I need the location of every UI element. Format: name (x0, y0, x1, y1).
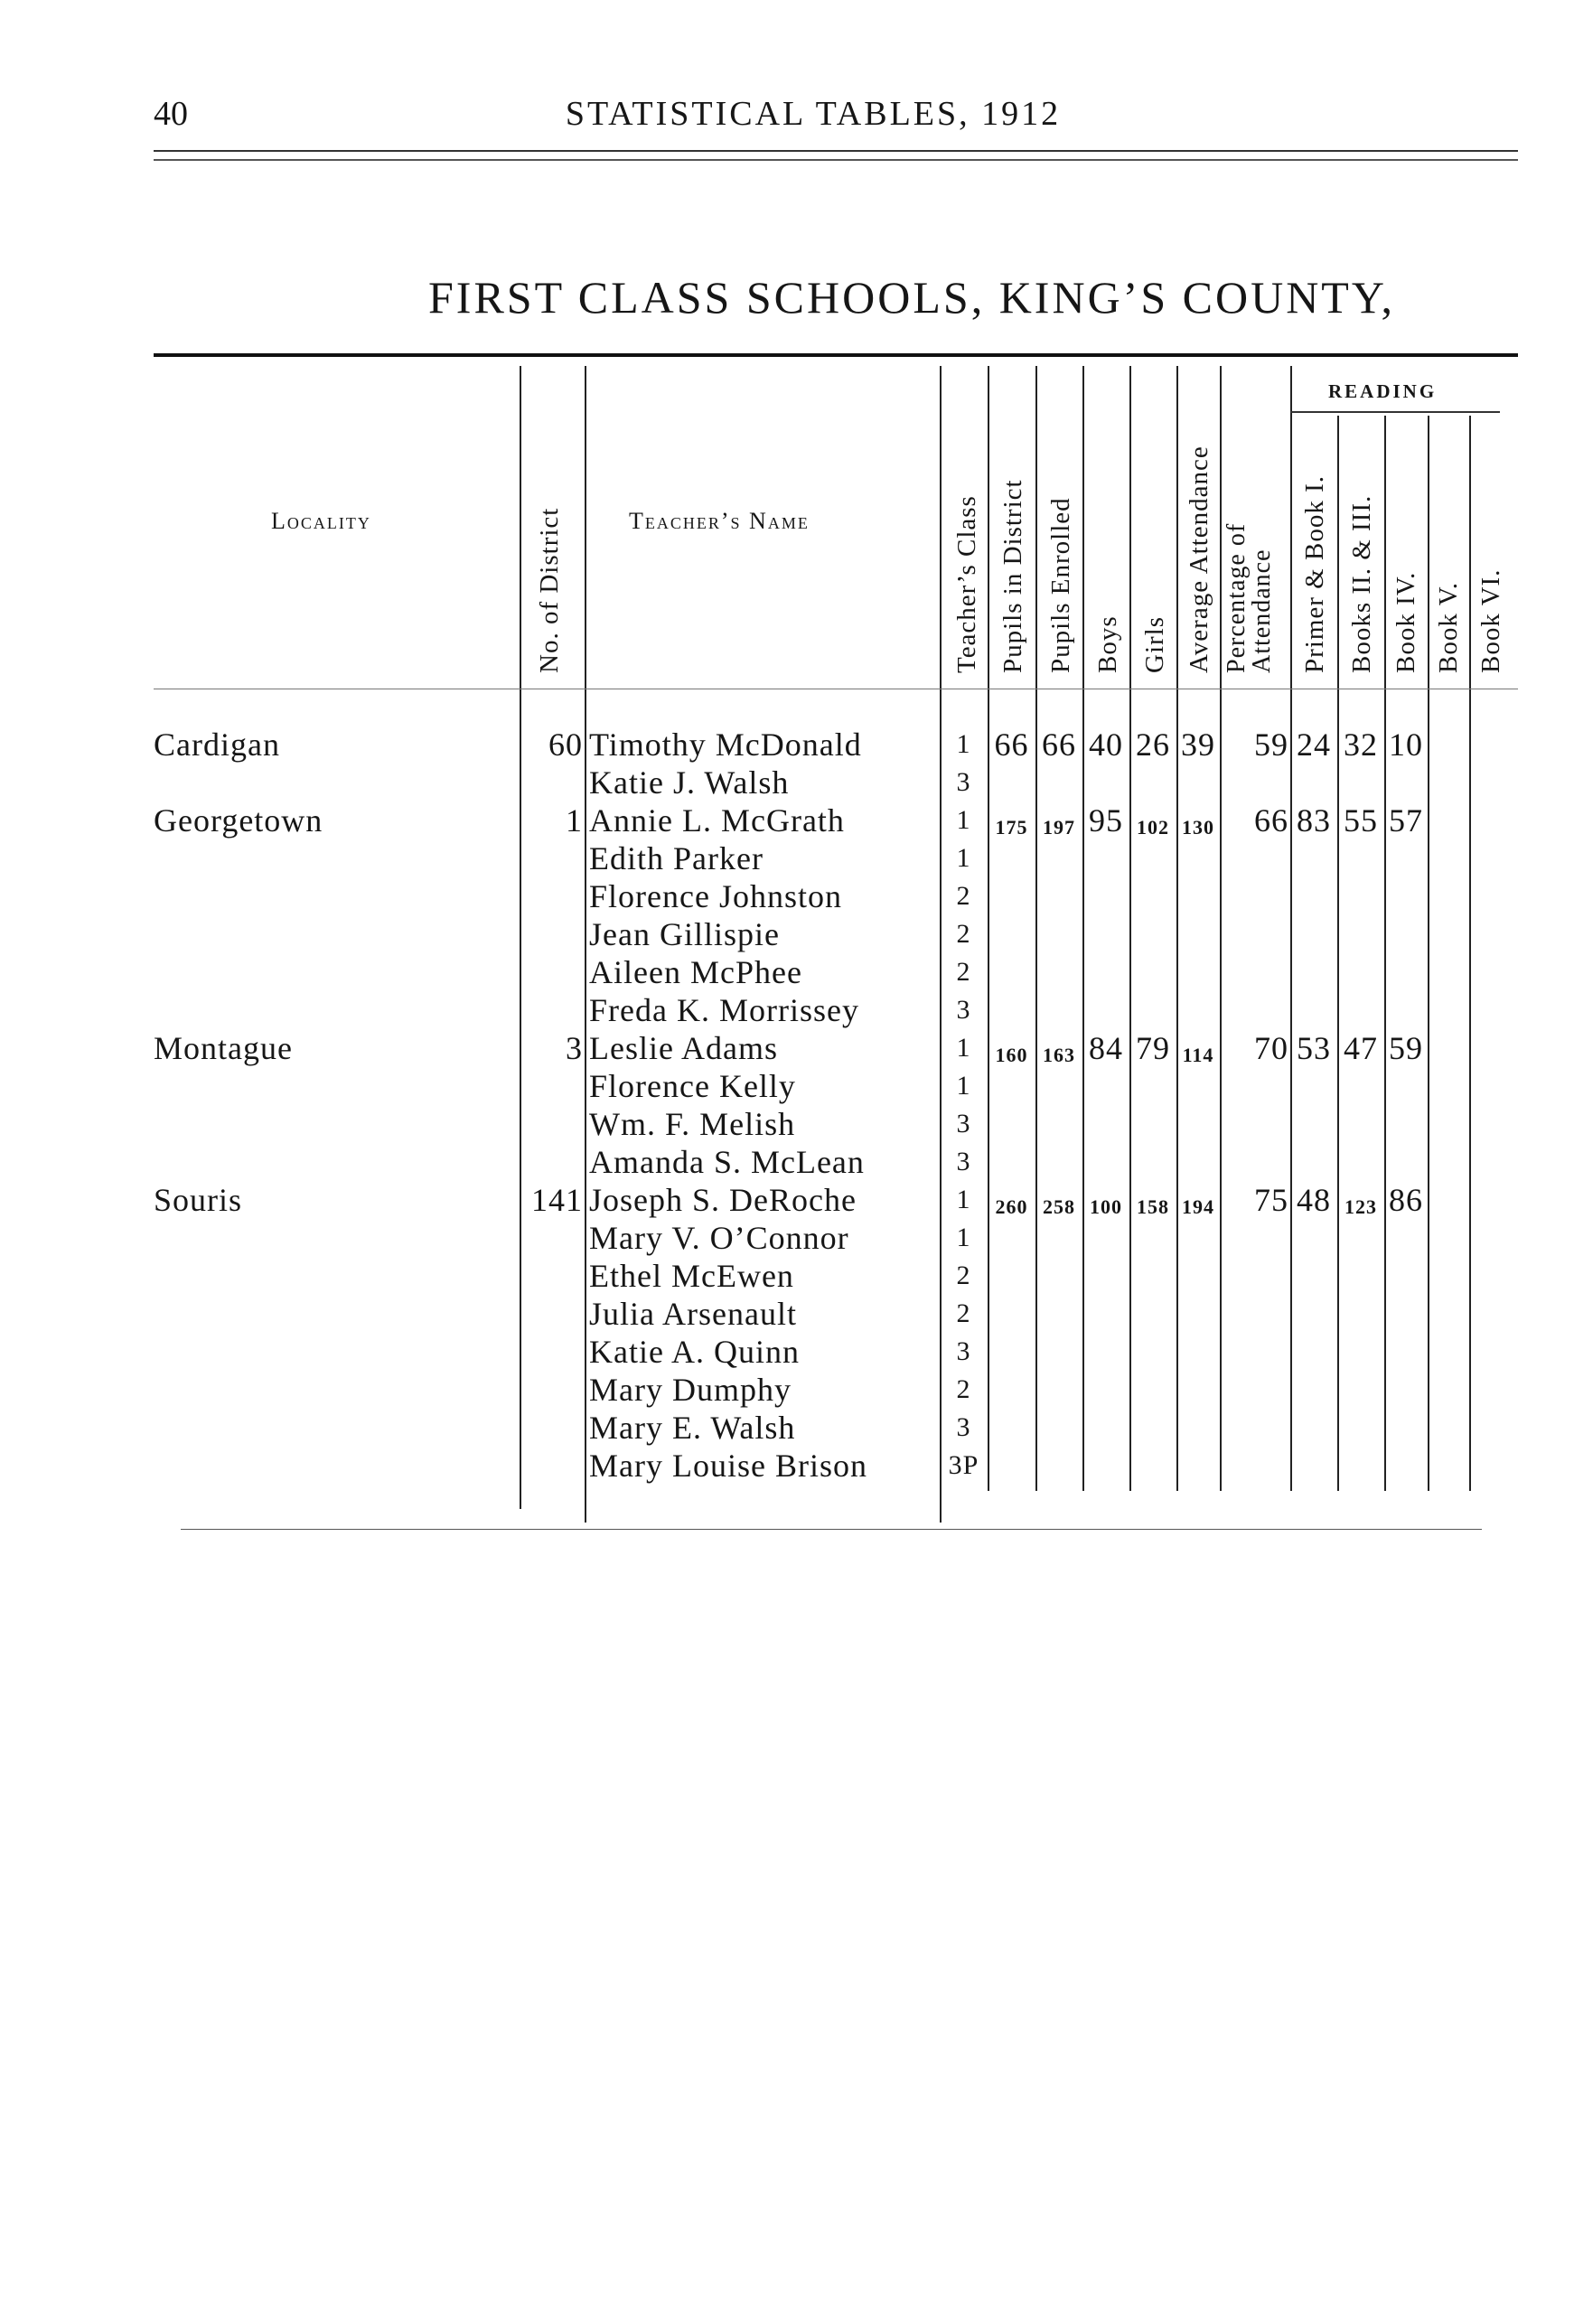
header-book-5: Book V. (1434, 581, 1463, 673)
cell-teacher-class: 3 (956, 1147, 971, 1176)
cell-boys: 100 (1090, 1195, 1122, 1218)
column-rule (1290, 366, 1292, 1491)
cell-percentage-attendance: 59 (1254, 726, 1288, 763)
cell-book-4: 86 (1389, 1182, 1423, 1218)
cell-teacher: Jean Gillispie (589, 916, 780, 952)
cell-boys: 95 (1089, 802, 1123, 839)
header-books-2-3: Books II. & III. (1347, 494, 1376, 673)
cell-teacher: Mary Louise Brison (589, 1448, 867, 1484)
cell-girls: 26 (1136, 726, 1170, 763)
cell-teacher-class: 1 (956, 1185, 971, 1214)
cell-percentage-attendance: 66 (1254, 802, 1288, 839)
cell-locality: Georgetown (154, 802, 323, 839)
cell-teacher: Wm. F. Melish (589, 1106, 796, 1142)
header-rule (154, 150, 1518, 152)
column-rule (1428, 416, 1429, 1491)
header-teacher-name: Teacher’s Name (629, 508, 810, 534)
cell-average-attendance: 114 (1182, 1044, 1214, 1066)
cell-teacher: Joseph S. DeRoche (589, 1182, 857, 1218)
header-locality: Locality (271, 508, 371, 534)
column-rule (1035, 366, 1037, 1491)
cell-locality: Cardigan (154, 726, 280, 763)
cell-book-4: 59 (1389, 1030, 1423, 1066)
cell-teacher-class: 3 (956, 995, 971, 1025)
cell-teacher: Florence Johnston (589, 878, 842, 914)
header-pupils-enrolled: Pupils Enrolled (1046, 497, 1075, 673)
cell-district: 60 (548, 726, 583, 763)
cell-percentage-attendance: 70 (1254, 1030, 1288, 1066)
cell-district: 141 (531, 1182, 583, 1218)
header-reading: READING (1328, 380, 1438, 402)
cell-locality: Souris (154, 1182, 243, 1218)
header-boys: Boys (1093, 615, 1122, 673)
header-book-6: Book VI. (1476, 568, 1505, 673)
cell-locality: Montague (154, 1030, 293, 1066)
table-top-rule (154, 353, 1518, 357)
column-rule (1384, 416, 1386, 1491)
column-rule (1220, 366, 1222, 1491)
cell-district: 1 (566, 802, 583, 839)
header-girls: Girls (1140, 616, 1169, 673)
cell-teacher: Katie A. Quinn (589, 1334, 800, 1370)
cell-primer-book-1: 83 (1297, 802, 1331, 839)
cell-primer-book-1: 48 (1297, 1182, 1331, 1218)
cell-pupils-enrolled: 258 (1043, 1195, 1075, 1218)
header-district-number: No. of District (535, 507, 564, 673)
cell-boys: 40 (1089, 726, 1123, 763)
cell-teacher: Leslie Adams (589, 1030, 778, 1066)
column-rule (520, 366, 521, 1509)
cell-percentage-attendance: 75 (1254, 1182, 1288, 1218)
cell-district: 3 (566, 1030, 583, 1066)
cell-boys: 84 (1089, 1030, 1123, 1066)
header-percentage-line-2: Attendance (1248, 548, 1276, 673)
page-number: 40 (154, 95, 188, 133)
cell-girls: 102 (1137, 816, 1169, 839)
cell-average-attendance: 194 (1182, 1195, 1214, 1218)
cell-primer-book-1: 24 (1297, 726, 1331, 763)
cell-teacher: Amanda S. McLean (589, 1144, 865, 1180)
cell-teacher-class: 3 (956, 767, 971, 797)
header-rule (154, 159, 1518, 161)
cell-teacher: Florence Kelly (589, 1068, 796, 1104)
cell-teacher-class: 2 (956, 1260, 971, 1290)
cell-teacher-class: 3P (948, 1450, 979, 1480)
column-rule (988, 366, 989, 1491)
cell-teacher-class: 2 (956, 1298, 971, 1328)
cell-teacher: Mary E. Walsh (589, 1410, 796, 1446)
cell-teacher-class: 1 (956, 729, 971, 759)
column-rule (585, 366, 586, 1523)
header-average-attendance: Average Attendance (1185, 445, 1213, 673)
cell-pupils-enrolled: 163 (1043, 1044, 1075, 1066)
cell-teacher-class: 1 (956, 1223, 971, 1252)
cell-book-4: 57 (1389, 802, 1423, 839)
cell-teacher: Mary Dumphy (589, 1372, 792, 1408)
header-percentage-of-attendance (1224, 523, 1275, 673)
column-rule (1129, 366, 1131, 1491)
cell-teacher: Edith Parker (589, 840, 764, 876)
cell-teacher: Mary V. O’Connor (589, 1220, 849, 1256)
column-rule (1176, 366, 1178, 1491)
cell-teacher-class: 2 (956, 919, 971, 949)
column-rule (1337, 416, 1339, 1491)
cell-pupils-in-district: 66 (994, 726, 1029, 763)
cell-teacher: Aileen McPhee (589, 954, 802, 990)
cell-teacher: Ethel McEwen (589, 1258, 794, 1294)
header-pupils-in-district: Pupils in District (998, 479, 1027, 673)
cell-teacher-class: 1 (956, 843, 971, 873)
cell-teacher: Julia Arsenault (589, 1296, 797, 1332)
column-rule (1082, 366, 1084, 1491)
cell-teacher: Annie L. McGrath (589, 802, 845, 839)
cell-teacher-class: 1 (956, 1033, 971, 1063)
cell-pupils-in-district: 260 (995, 1195, 1028, 1218)
reading-group-rule (1290, 411, 1500, 413)
cell-teacher-class: 1 (956, 805, 971, 835)
cell-teacher-class: 2 (956, 1374, 971, 1404)
table-title: FIRST CLASS SCHOOLS, KING’S COUNTY, (428, 272, 1396, 323)
header-primer-book-1: Primer & Book I. (1300, 475, 1329, 673)
cell-pupils-in-district: 175 (995, 816, 1028, 839)
cell-books-2-3: 47 (1344, 1030, 1378, 1066)
cell-teacher-class: 3 (956, 1336, 971, 1366)
cell-books-2-3: 32 (1344, 726, 1378, 763)
cell-average-attendance: 39 (1181, 726, 1215, 763)
running-head: STATISTICAL TABLES, 1912 (565, 95, 1062, 133)
header-percentage-line-1: Percentage of (1223, 522, 1251, 673)
cell-primer-book-1: 53 (1297, 1030, 1331, 1066)
cell-teacher: Timothy McDonald (589, 726, 862, 763)
table-bottom-rule (181, 1529, 1482, 1530)
header-book-4: Book IV. (1391, 571, 1420, 673)
cell-teacher-class: 3 (956, 1109, 971, 1139)
cell-teacher: Freda K. Morrissey (589, 992, 859, 1028)
header-teachers-class: Teacher’s Class (952, 495, 981, 673)
cell-girls: 79 (1136, 1030, 1170, 1066)
cell-pupils-enrolled: 66 (1042, 726, 1076, 763)
cell-books-2-3: 55 (1344, 802, 1378, 839)
cell-teacher-class: 2 (956, 881, 971, 911)
cell-teacher: Katie J. Walsh (589, 764, 790, 801)
cell-pupils-in-district: 160 (995, 1044, 1028, 1066)
cell-book-4: 10 (1389, 726, 1423, 763)
column-rule (1469, 416, 1471, 1491)
cell-pupils-enrolled: 197 (1043, 816, 1075, 839)
cell-girls: 158 (1137, 1195, 1169, 1218)
cell-average-attendance: 130 (1182, 816, 1214, 839)
cell-teacher-class: 3 (956, 1412, 971, 1442)
cell-teacher-class: 2 (956, 957, 971, 987)
cell-teacher-class: 1 (956, 1071, 971, 1101)
cell-books-2-3: 123 (1344, 1195, 1377, 1218)
